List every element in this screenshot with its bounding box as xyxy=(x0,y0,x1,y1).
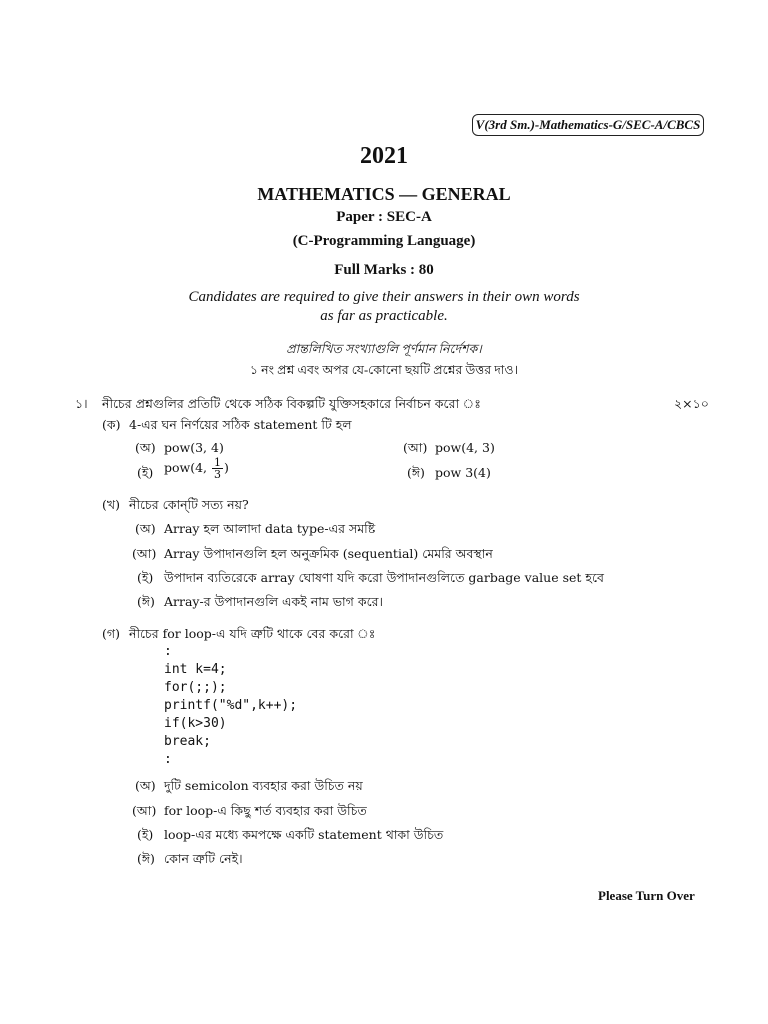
code-line: int k=4; xyxy=(164,662,227,677)
option-text: loop-এর মধ্যে কমপক্ষে একটি statement থাকা উচিত xyxy=(164,827,444,842)
bengali-marks-note: প্রান্তলিখিত সংখ্যাগুলি পূর্ণমান নির্দেশক। xyxy=(286,342,482,356)
option-text: ) xyxy=(224,460,229,475)
fraction-numerator: 1 xyxy=(214,456,222,469)
code-line: : xyxy=(164,644,172,659)
question-text: নীচের প্রশ্নগুলির প্রতিটি থেকে সঠিক বিকল্পটি যুক্তিসহকারে নির্বাচন করো ঃ xyxy=(102,396,481,411)
option-label: (অ) xyxy=(135,521,156,536)
option-text: কোন ত্রুটি নেই। xyxy=(164,851,243,866)
fraction-denominator: 3 xyxy=(214,468,222,481)
option-text: Array উপাদানগুলি হল অনুক্রমিক (sequential) মেমরি অবস্থান xyxy=(164,546,493,561)
code-line: : xyxy=(164,752,172,767)
option-text: Array হল আলাদা data type-এর সমষ্টি xyxy=(164,521,376,536)
option-text: for loop-এ কিছু শর্ত ব্যবহার করা উচিত xyxy=(164,803,367,818)
part-ga-label: (গ) xyxy=(102,626,120,641)
code-line: break; xyxy=(164,734,211,749)
option-label: (অ) xyxy=(135,778,156,793)
part-kha-label: (খ) xyxy=(102,497,120,512)
part-ga-text: নীচের for loop-এ যদি ত্রুটি থাকে বের করো ঃ xyxy=(129,626,376,641)
option-text: pow(4, xyxy=(164,460,208,475)
code-line: printf("%d",k++); xyxy=(164,698,298,713)
part-ka-text: 4-এর ঘন নির্ণয়ের সঠিক statement টি হল xyxy=(129,417,352,432)
option-label: (ই) xyxy=(137,465,154,480)
question-marks: ২×১০ xyxy=(674,396,709,411)
code-line: for(;;); xyxy=(164,680,227,695)
code-line: if(k>30) xyxy=(164,716,227,731)
paper-code-box: V(3rd Sm.)-Mathematics-G/SEC-A/CBCS xyxy=(472,114,704,136)
option-label: (ই) xyxy=(137,827,154,842)
option-text: pow 3(4) xyxy=(435,465,491,480)
option-label: (আ) xyxy=(132,803,157,818)
instruction-line-2: as far as practicable. xyxy=(320,308,448,324)
paper-name: Paper : SEC-A xyxy=(336,209,432,225)
option-text: দুটি semicolon ব্যবহার করা উচিত নয় xyxy=(164,778,363,793)
part-kha-text: নীচের কোন্‌টি সত্য নয়? xyxy=(129,497,249,512)
option-label: (ঈ) xyxy=(407,465,425,480)
subject-title: MATHEMATICS — GENERAL xyxy=(257,184,511,204)
option-label: (আ) xyxy=(132,546,157,561)
option-text: উপাদান ব্যতিরেকে array ঘোষণা যদি করো উপাদানগুলিতে garbage value set হবে xyxy=(164,570,604,585)
fraction xyxy=(212,457,223,480)
question-number: ১। xyxy=(75,396,88,411)
option-label: (ঈ) xyxy=(137,851,155,866)
instruction-line-1: Candidates are required to give their answers in their own words xyxy=(188,289,580,305)
option-text: Array-র উপাদানগুলি একই নাম ভাগ করে। xyxy=(164,594,383,609)
option-label: (ই) xyxy=(137,570,154,585)
bengali-answer-instruction: ১ নং প্রশ্ন এবং অপর যে-কোনো ছয়টি প্রশ্নের উত্তর দাও। xyxy=(249,363,519,377)
option-text-fraction xyxy=(164,457,229,480)
please-turn-over: Please Turn Over xyxy=(598,888,695,903)
full-marks: Full Marks : 80 xyxy=(334,262,434,278)
part-ka-label: (ক) xyxy=(102,417,121,432)
option-text: pow(4, 3) xyxy=(435,440,495,455)
option-text: pow(3, 4) xyxy=(164,440,224,455)
option-label: (আ) xyxy=(403,440,428,455)
option-label: (ঈ) xyxy=(137,594,155,609)
option-label: (অ) xyxy=(135,440,156,455)
paper-subject: (C-Programming Language) xyxy=(292,233,476,249)
exam-year: 2021 xyxy=(360,143,408,169)
